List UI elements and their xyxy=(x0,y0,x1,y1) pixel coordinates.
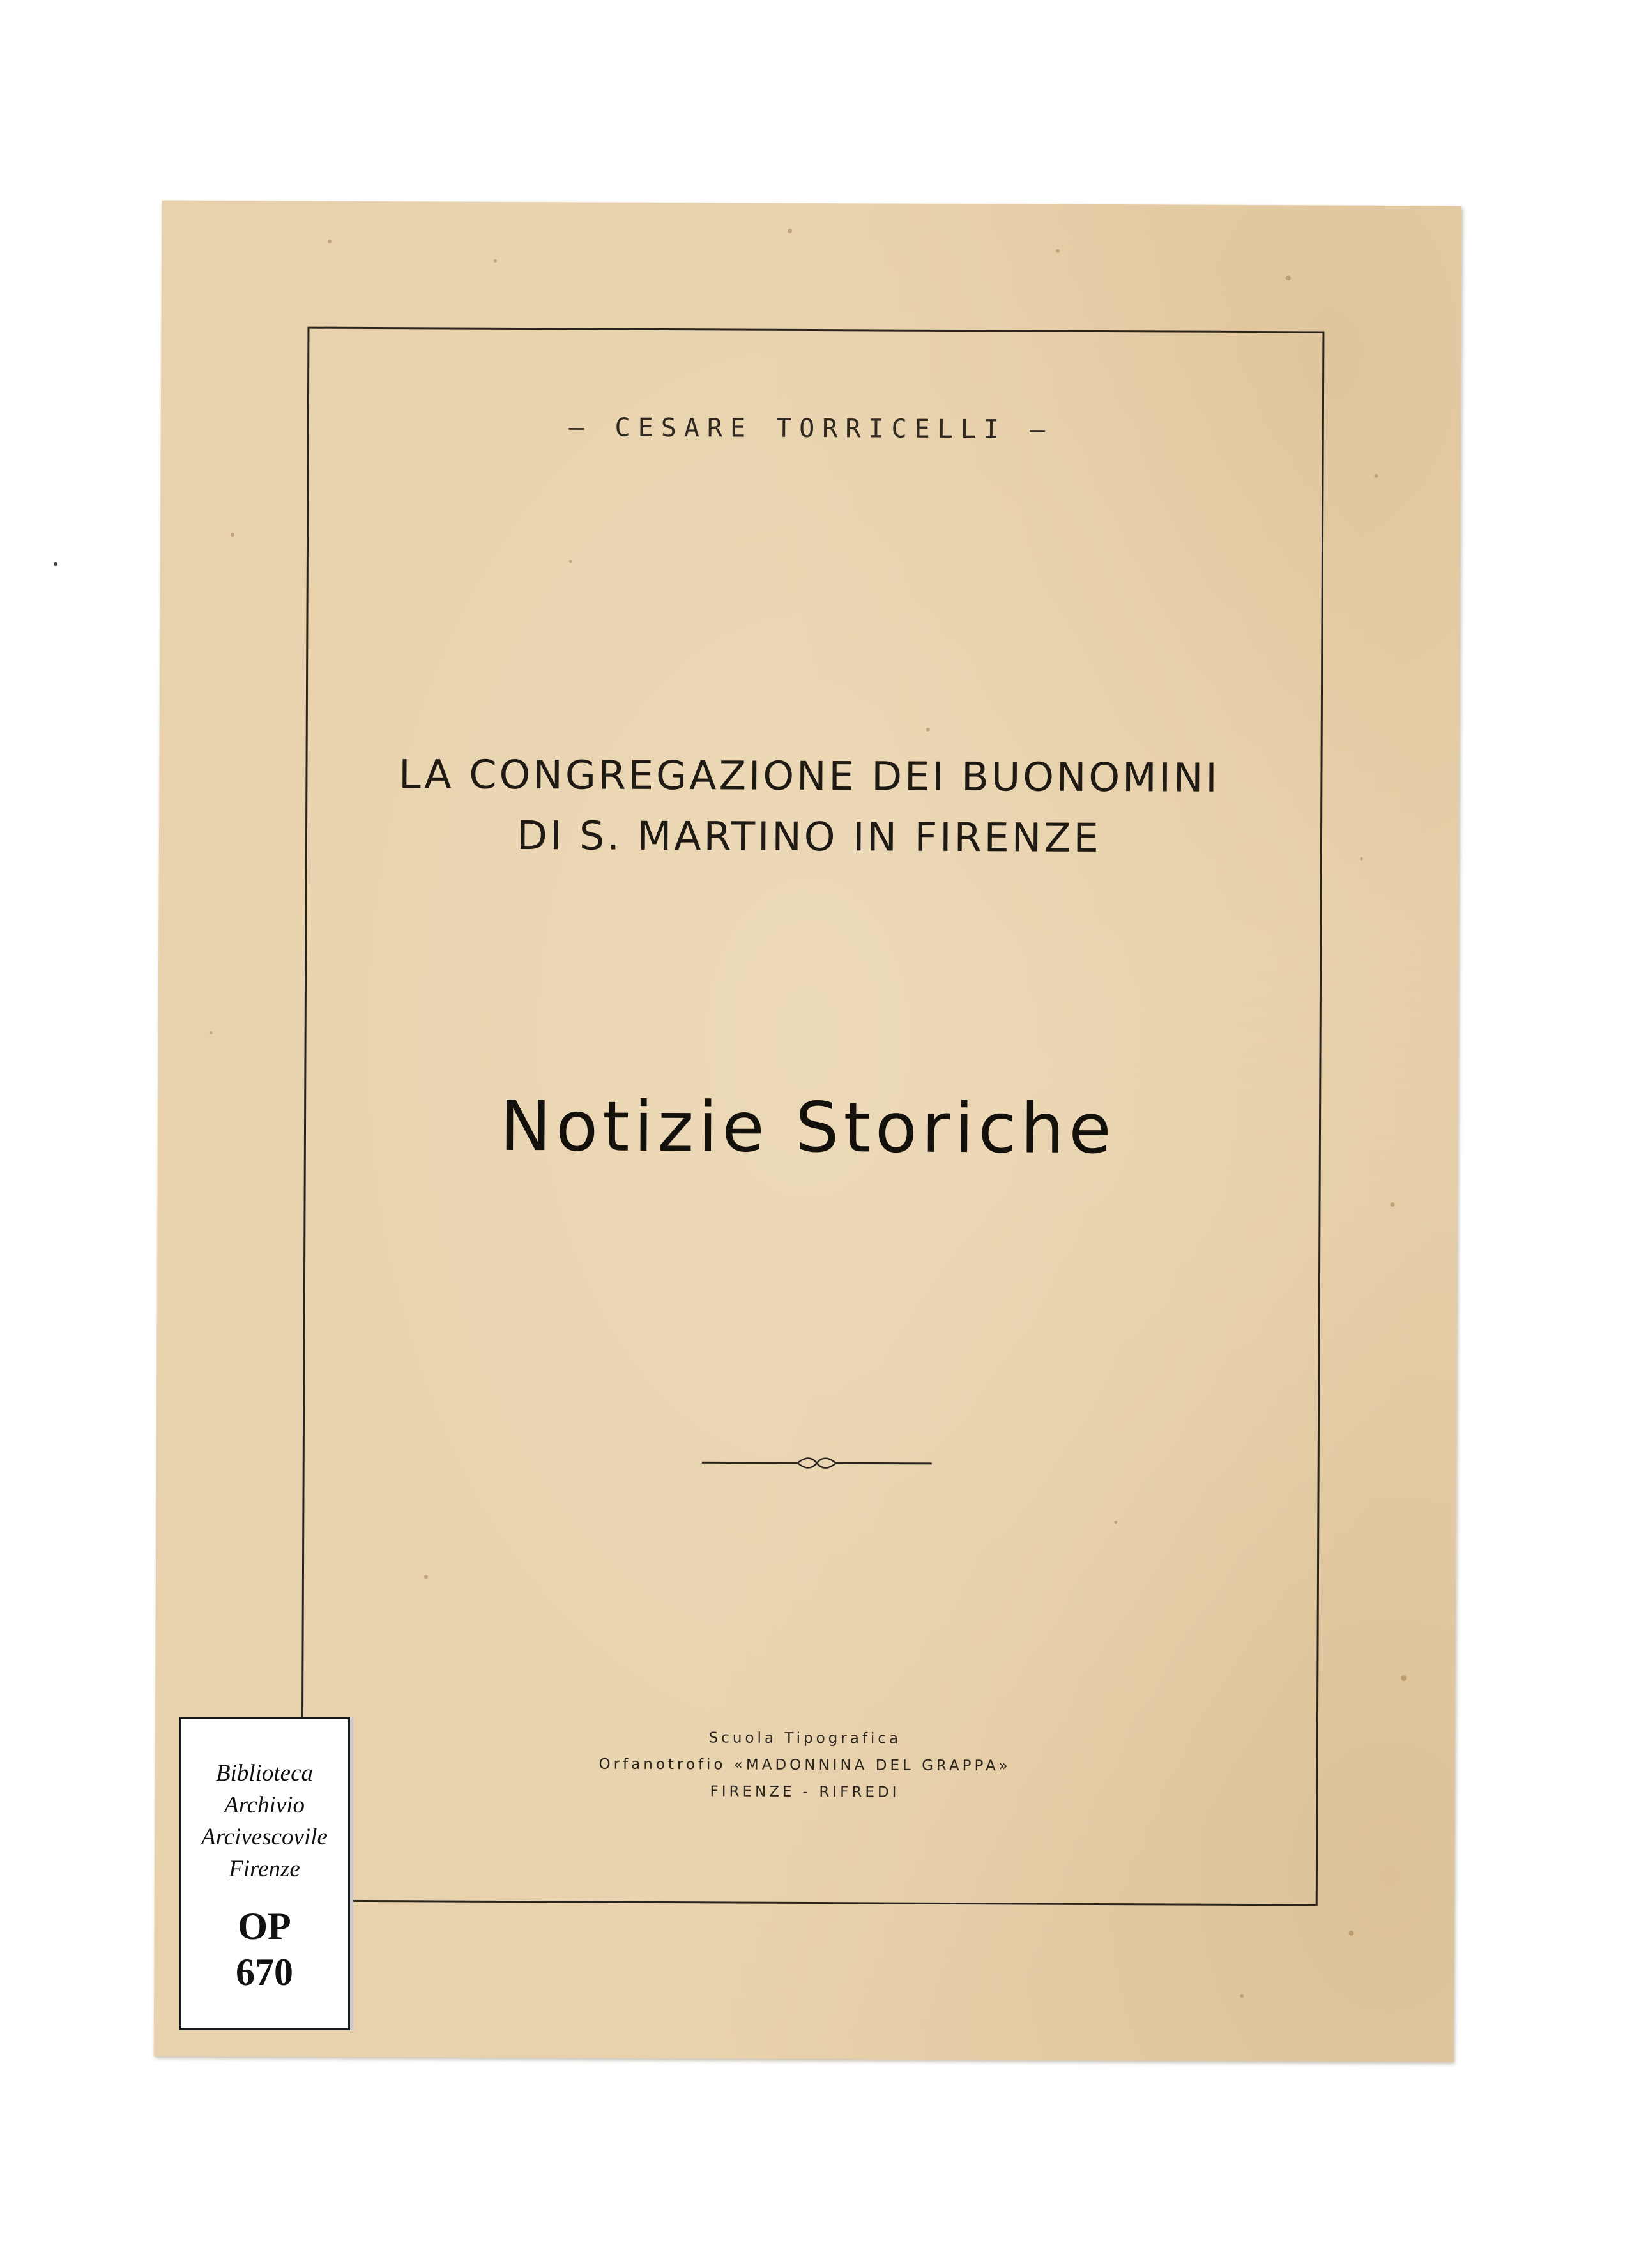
ornament-divider xyxy=(702,1455,932,1471)
printer-line-3: FIRENZE - RIFREDI xyxy=(710,1783,900,1801)
ornament-right-rule xyxy=(836,1463,932,1464)
foxing-speck xyxy=(788,229,792,233)
foxing-speck xyxy=(210,1031,213,1034)
foxing-speck xyxy=(328,240,332,243)
subtitle: Notizie Storiche xyxy=(499,1086,1116,1170)
foxing-speck xyxy=(1374,474,1378,478)
foxing-speck xyxy=(231,533,234,537)
foxing-speck xyxy=(494,259,497,263)
foxing-speck xyxy=(1056,249,1060,253)
label-line-2: Archivio xyxy=(224,1792,305,1818)
ornament-left-rule xyxy=(702,1462,798,1463)
shelf-prefix: OP xyxy=(238,1905,291,1947)
library-shelf-label xyxy=(179,1717,350,2030)
foxing-speck xyxy=(1349,1931,1354,1936)
title-line-2: DI S. MARTINO IN FIRENZE xyxy=(517,812,1101,861)
foxing-speck xyxy=(1390,1202,1394,1207)
label-line-4: Firenze xyxy=(229,1856,300,1882)
label-line-3: Arcivescovile xyxy=(201,1824,328,1850)
ornament-knot xyxy=(798,1458,836,1467)
foxing-speck xyxy=(1240,1994,1244,1998)
printer-line-2: Orfanotrofio «MADONNINA DEL GRAPPA» xyxy=(598,1756,1011,1775)
title-line-1: LA CONGREGAZIONE DEI BUONOMINI xyxy=(399,751,1220,801)
scan-speck xyxy=(54,562,57,566)
printer-line-1: Scuola Tipografica xyxy=(708,1729,902,1747)
label-line-1: Biblioteca xyxy=(215,1760,314,1786)
foxing-speck xyxy=(1401,1675,1406,1681)
shelf-number: 670 xyxy=(236,1951,293,1993)
author-name: — CESARE TORRICELLI — xyxy=(568,413,1053,445)
foxing-speck xyxy=(1286,275,1291,280)
